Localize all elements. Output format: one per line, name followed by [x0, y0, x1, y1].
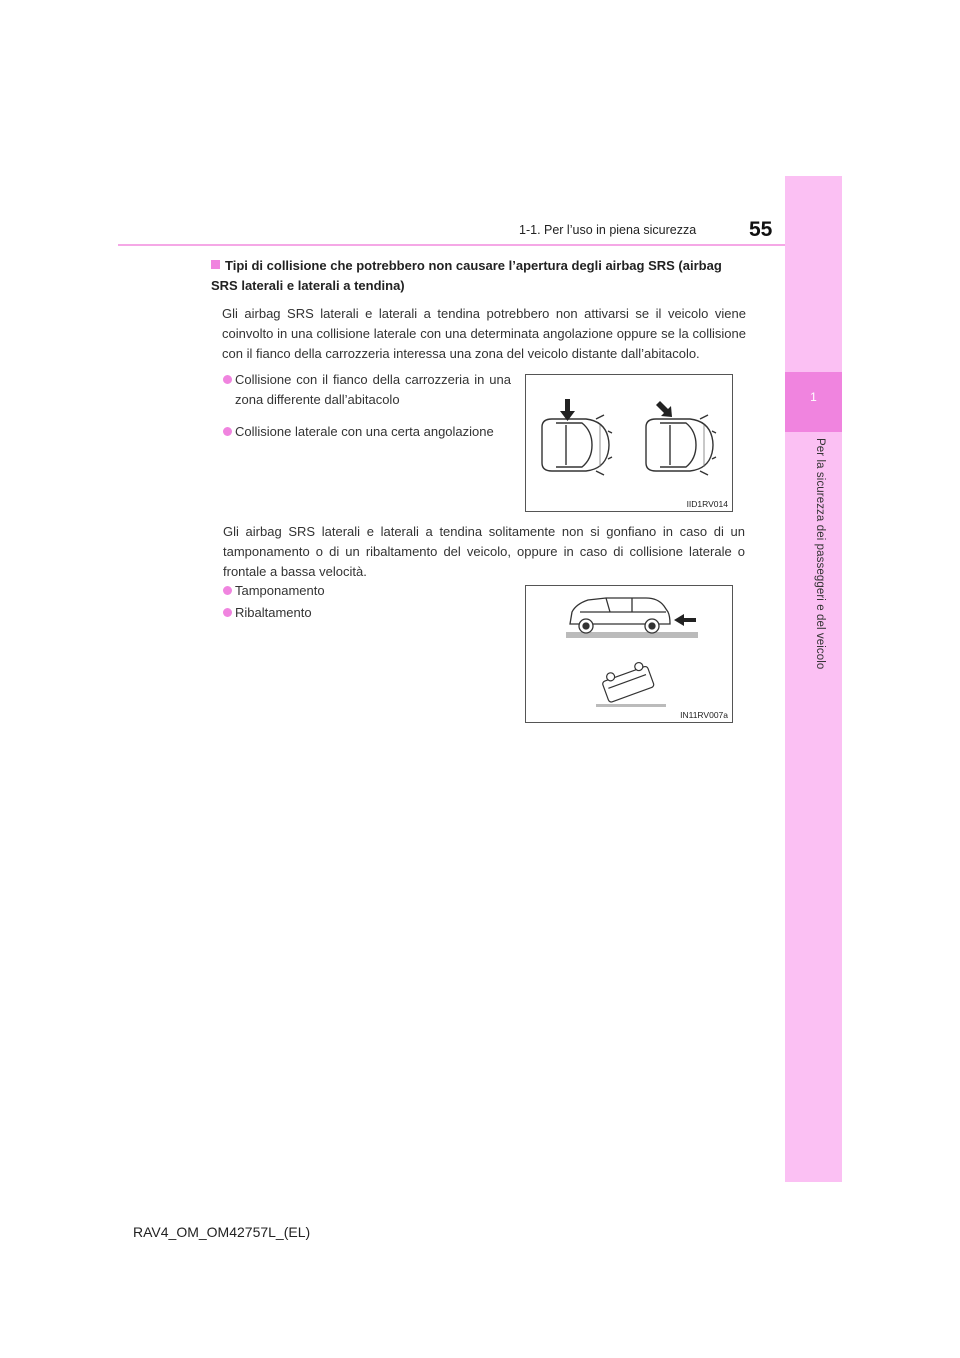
document-code: RAV4_OM_OM42757L_(EL) — [133, 1224, 311, 1240]
figure-side-collision — [525, 374, 733, 512]
bullet-text: Collisione con il fianco della carrozzeria in una zona differente dall’abitacolo — [235, 372, 511, 407]
arrow-left-icon — [674, 614, 696, 626]
header-rule — [118, 244, 841, 246]
intro-paragraph: Gli airbag SRS laterali e laterali a tendina potrebbero non attivarsi se il veicolo viene coinvolto in una collisione laterale con una determinata angolazione oppure se la collisione con il fianco della carrozzeria interessa una zona del veicolo distante dall’abitacolo. — [222, 306, 746, 361]
list-item — [223, 581, 511, 601]
car-top-view-icon — [542, 415, 612, 475]
section-content — [211, 256, 746, 364]
overturned-car-icon — [600, 660, 655, 703]
list-item — [223, 603, 511, 623]
bullet-list-1 — [223, 370, 511, 454]
figure-code: IID1RV014 — [686, 499, 728, 509]
bullet-text: Ribaltamento — [235, 605, 312, 620]
ground-line — [596, 704, 666, 707]
bullet-text: Tamponamento — [235, 583, 325, 598]
circle-bullet-icon — [223, 608, 232, 617]
bullet-text: Collisione laterale con una certa angolazione — [235, 424, 494, 439]
second-paragraph: Gli airbag SRS laterali e laterali a tendina solitamente non si gonfiano in caso di un tamponamento o di un ribaltamento del veicolo, oppure in caso di collisione laterale o frontale a bassa velocità. — [223, 524, 745, 579]
side-collision-illustration — [526, 375, 732, 511]
page-number: 55 — [749, 218, 773, 241]
arrow-diagonal-icon — [656, 401, 672, 417]
arrow-down-icon — [560, 399, 575, 421]
car-top-view-icon — [646, 415, 716, 475]
chapter-number: 1 — [810, 390, 817, 404]
square-bullet-icon — [211, 260, 220, 269]
figure-code: IN11RV007a — [680, 710, 728, 720]
section-heading — [211, 256, 746, 296]
list-item — [223, 370, 511, 410]
circle-bullet-icon — [223, 427, 232, 436]
section-title: 1-1. Per l’uso in piena sicurezza — [519, 223, 697, 237]
circle-bullet-icon — [223, 375, 232, 384]
rear-rollover-illustration — [526, 586, 732, 722]
section-heading-text: Tipi di collisione che potrebbero non causare l’apertura degli airbag SRS (airbag SRS laterali e laterali a tendina) — [211, 258, 722, 293]
suv-side-view-icon — [570, 598, 670, 633]
chapter-label: Per la sicurezza dei passeggeri e del veicolo — [814, 438, 826, 670]
bullet-list-2 — [223, 581, 511, 635]
list-item — [223, 422, 511, 442]
figure-rear-rollover — [525, 585, 733, 723]
circle-bullet-icon — [223, 586, 232, 595]
